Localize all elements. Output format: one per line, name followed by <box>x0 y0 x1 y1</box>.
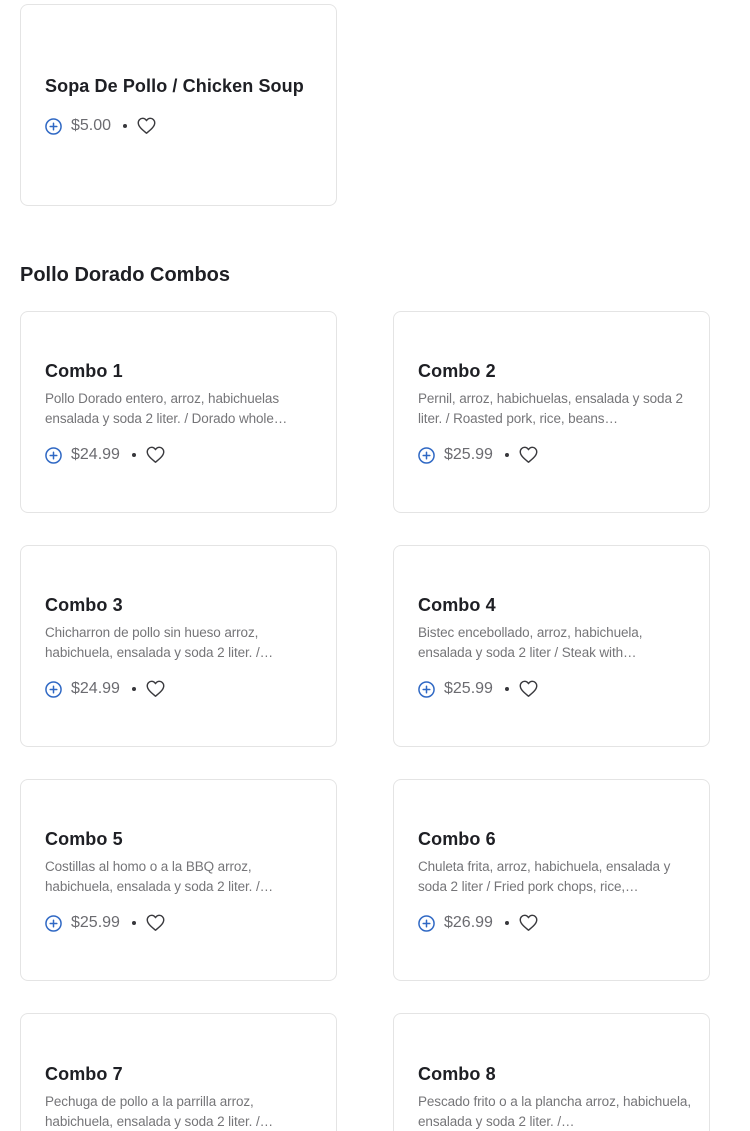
menu-item-description: Pernil, arroz, habichuelas, ensalada y soda 2 liter. / Roasted pork, rice, beans… <box>418 391 683 426</box>
dot-separator <box>505 453 509 457</box>
plus-circle-icon <box>45 447 62 464</box>
menu-item-title: Combo 1 <box>45 361 123 381</box>
favorite-button[interactable] <box>519 446 538 464</box>
price-row <box>45 116 320 136</box>
price-row <box>45 913 320 933</box>
heart-icon <box>519 680 538 698</box>
dot-separator <box>505 687 509 691</box>
menu-item-title: Combo 2 <box>418 361 496 381</box>
heart-icon <box>519 446 538 464</box>
dot-separator <box>132 453 136 457</box>
menu-item-description: Pescado frito o a la plancha arroz, habichuela, ensalada y soda 2 liter. /… <box>418 1094 691 1129</box>
add-to-cart-button[interactable] <box>45 447 62 464</box>
price-row <box>418 445 693 465</box>
heart-icon <box>146 446 165 464</box>
favorite-button[interactable] <box>146 446 165 464</box>
item-price: $26.99 <box>444 914 493 931</box>
add-to-cart-button[interactable] <box>418 915 435 932</box>
menu-item-card-combo-2[interactable] <box>393 311 710 513</box>
menu-item-description: Pechuga de pollo a la parrilla arroz, habichuela, ensalada y soda 2 liter. /… <box>45 1094 273 1129</box>
heart-icon <box>137 117 156 135</box>
heart-icon <box>146 914 165 932</box>
menu-item-description: Costillas al homo o a la BBQ arroz, habichuela, ensalada y soda 2 liter. /… <box>45 859 273 894</box>
price-row <box>418 913 693 933</box>
menu-item-title: Combo 7 <box>45 1064 123 1084</box>
menu-item-card-sopa-de-pollo[interactable] <box>20 4 337 206</box>
menu-item-title: Combo 6 <box>418 829 496 849</box>
add-to-cart-button[interactable] <box>45 681 62 698</box>
menu-item-title: Sopa De Pollo / Chicken Soup <box>45 76 304 96</box>
heart-icon <box>146 680 165 698</box>
price-row <box>418 679 693 699</box>
plus-circle-icon <box>418 915 435 932</box>
menu-item-card-combo-1[interactable] <box>20 311 337 513</box>
menu-item-card-combo-4[interactable] <box>393 545 710 747</box>
plus-circle-icon <box>45 681 62 698</box>
favorite-button[interactable] <box>137 117 156 135</box>
plus-circle-icon <box>418 681 435 698</box>
add-to-cart-button[interactable] <box>45 915 62 932</box>
add-to-cart-button[interactable] <box>45 118 62 135</box>
add-to-cart-button[interactable] <box>418 681 435 698</box>
dot-separator <box>132 687 136 691</box>
plus-circle-icon <box>45 915 62 932</box>
price-row <box>45 445 320 465</box>
menu-item-title: Combo 4 <box>418 595 496 615</box>
menu-item-description: Pollo Dorado entero, arroz, habichuelas ensalada y soda 2 liter. / Dorado whole… <box>45 391 288 426</box>
item-price: $5.00 <box>71 117 112 134</box>
menu-item-card-combo-6[interactable] <box>393 779 710 981</box>
menu-item-title: Combo 3 <box>45 595 123 615</box>
heart-icon <box>519 914 538 932</box>
menu-item-description: Bistec encebollado, arroz, habichuela, ensalada y soda 2 liter / Steak with… <box>418 625 643 660</box>
menu-item-card-combo-7[interactable] <box>20 1013 337 1131</box>
favorite-button[interactable] <box>519 680 538 698</box>
menu-item-card-combo-3[interactable] <box>20 545 337 747</box>
menu-item-description: Chuleta frita, arroz, habichuela, ensalada y soda 2 liter / Fried pork chops, rice,… <box>418 859 671 894</box>
favorite-button[interactable] <box>146 914 165 932</box>
add-to-cart-button[interactable] <box>418 447 435 464</box>
menu-item-title: Combo 5 <box>45 829 123 849</box>
item-price: $24.99 <box>71 446 120 463</box>
section-title-pollo-dorado-combos: Pollo Dorado Combos <box>20 264 230 286</box>
menu-item-description: Chicharron de pollo sin hueso arroz, habichuela, ensalada y soda 2 liter. /… <box>45 625 273 660</box>
dot-separator <box>123 124 127 128</box>
item-price: $25.99 <box>71 914 120 931</box>
plus-circle-icon <box>418 447 435 464</box>
item-price: $24.99 <box>71 680 120 697</box>
dot-separator <box>505 921 509 925</box>
item-price: $25.99 <box>444 680 493 697</box>
menu-item-card-combo-5[interactable] <box>20 779 337 981</box>
plus-circle-icon <box>45 118 62 135</box>
favorite-button[interactable] <box>519 914 538 932</box>
menu-item-title: Combo 8 <box>418 1064 496 1084</box>
price-row <box>45 679 320 699</box>
item-price: $25.99 <box>444 446 493 463</box>
menu-item-card-combo-8[interactable] <box>393 1013 710 1131</box>
favorite-button[interactable] <box>146 680 165 698</box>
dot-separator <box>132 921 136 925</box>
combo-card-grid <box>20 311 750 1131</box>
menu-page <box>0 4 750 1131</box>
